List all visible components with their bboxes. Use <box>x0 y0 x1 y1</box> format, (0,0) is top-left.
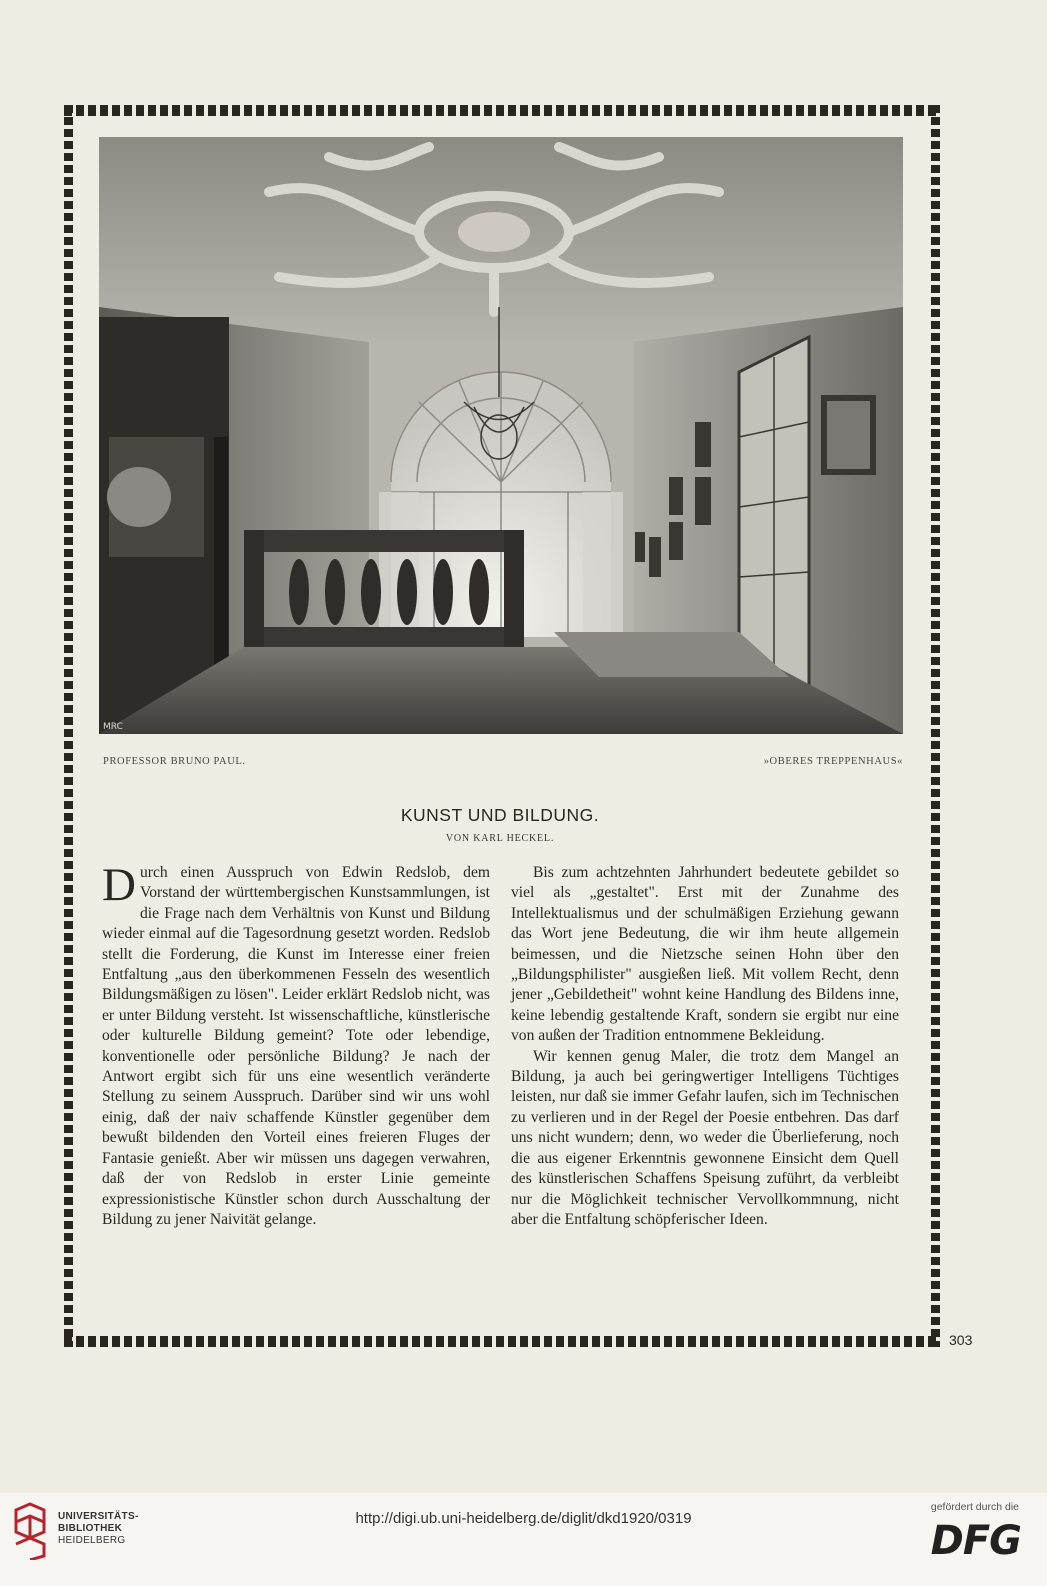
photo-monogram: MRC <box>103 722 123 732</box>
article-column-right <box>511 863 899 1230</box>
dfg-logo: DFG <box>930 1518 1021 1564</box>
article-byline: VON KARL HECKEL. <box>445 833 555 844</box>
ornamental-border-top <box>64 105 940 116</box>
photo-caption-title: »OBERES TREPPENHAUS« <box>763 756 903 767</box>
library-name-line: BIBLIOTHEK <box>58 1523 123 1534</box>
digitization-footer <box>0 1493 1047 1586</box>
staircase-photograph <box>99 137 903 734</box>
article-paragraph: Wir kennen genug Maler, die trotz dem Mangel an Bildung, ja auch bei geringwertiger Intelligens Tüchtiges leisten, nur daß sie immer Gefahr laufen, sich im Technischen zu verlieren und in der Regel der Poesie entbehren. Das darf uns nicht wundern; denn, wo weder die Überlieferung, noch die aus eigener Erkenntnis gewonnene Einsicht dem Quell des künstlerischen Schaffens Speisung zuführt, da verbleibt nur die Möglichkeit technischer Vervollkommnung, nicht aber die Entfaltung schöpferischer Ideen. <box>511 1047 899 1228</box>
paragraph-text: urch einen Ausspruch von Edwin Redslob, dem Vorstand der württembergischen Kunstsammlungen, ist die Frage nach dem Verhältnis von Kunst und Bildung wieder einmal auf die Tagesordnung gesetzt worden. Redslob stellt die Forderung, die Kunst im Interesse einer freien Entfaltung „aus den überkommenen Fesseln des wesentlich Bildungsmäßigen zu lösen". Leider erklärt Redslob nicht, was er unter Bildung versteht. Ist wissenschaftliche, künstlerische oder kulturelle Bildung gemeint? Tote oder lebendige, konventionelle oder persönliche Bildung? Je nach der Antwort ergibt sich für uns eine wesentlich veränderte Stellung zu seinem Ausspruch. Darüber sind wir uns wohl einig, daß der naiv schaffende Künstler gegenüber dem bewußt bildenden den Vorteil eines freieren Fluges der Fantasie genießt. Aber wir müssen uns dagegen verwahren, daß der von Redslob in erster Linie gemeinte expressionistische Künstler schon durch Ausschaltung der Bildung zu jener Naivität gelange. <box>102 864 490 1228</box>
article-column-left <box>102 859 490 1230</box>
library-name-line: UNIVERSITÄTS- <box>58 1511 139 1522</box>
permalink-url[interactable]: http://digi.ub.uni-heidelberg.de/diglit/dkd1920/0319 <box>355 1510 692 1527</box>
article-title: KUNST UND BILDUNG. <box>400 805 600 825</box>
photo-caption-artist: PROFESSOR BRUNO PAUL. <box>103 756 246 767</box>
drop-cap: D <box>102 859 136 911</box>
funding-label: gefördert durch die <box>930 1501 1019 1513</box>
ornamental-border-right <box>931 105 940 1347</box>
page-number: 303 <box>949 1332 973 1348</box>
ornamental-border-bottom <box>64 1336 940 1347</box>
library-name-line: HEIDELBERG <box>58 1535 126 1546</box>
article-paragraph: Bis zum achtzehnten Jahrhundert bedeutete gebildet so viel als „gestaltet". Erst mit der Zunahme des Intellektualismus und der schulmäßigen Erziehung gewann das Wort jene Bedeutung, die wir ihm heute allgemein beimessen, und die Nietzsche seinen Hohn über den „Bildungsphilister" ausgießen ließ. Mit vollem Recht, denn jener „Gebildetheit" wohnt keine Handlung des Bildens inne, keine lebendig gestaltende Kraft, sondern sie ergibt nur eine von außen der Tradition entnommene Bekleidung. <box>511 864 899 1045</box>
article-paragraph <box>102 859 490 1230</box>
staircase-photograph-drawing <box>99 137 903 734</box>
ornamental-border-left <box>64 105 73 1347</box>
